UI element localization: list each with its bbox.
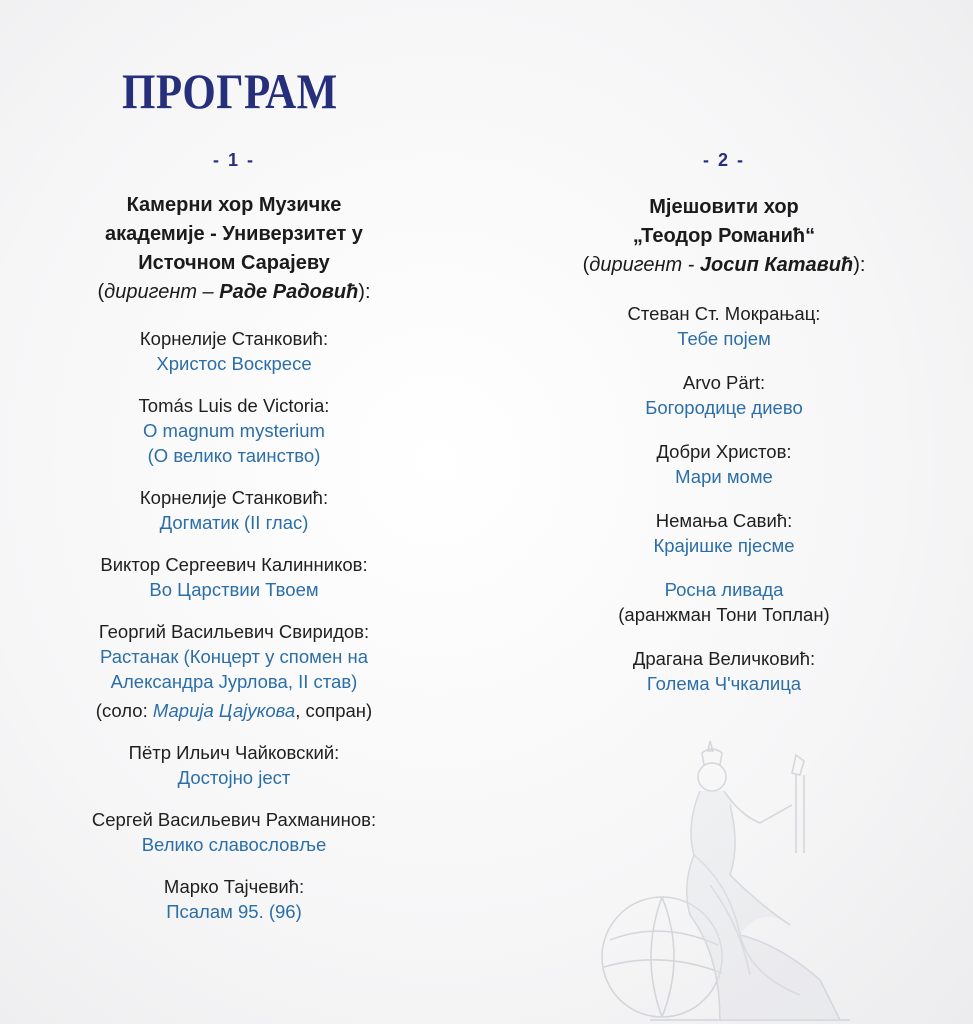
composer: Марко Тајчевић: [163,876,305,897]
page-title: ПРОГРАМ [122,63,338,119]
composer: Сергей Васильевич Рахманинов: [91,809,377,830]
piece [34,326,434,376]
piece [524,646,924,696]
part-number: - 2 - [702,150,745,170]
work-title: Тебе појем [677,328,771,349]
arrangement-note: (аранжман Тони Топлан) [618,604,830,625]
composer: Корнелије Станковић: [139,487,329,508]
composer: Немања Савић: [655,510,793,531]
piece [34,619,434,723]
work-title: O magnum mysterium [143,420,325,441]
composer: Драгана Величковић: [632,648,816,669]
composer: Пётр Ильич Чайковский: [128,742,340,763]
program-part-1 [34,150,434,941]
conductor-name: Јосип Катавић [699,254,854,276]
soloist-name: Марија Цајукова [152,700,296,721]
piece [34,485,434,535]
choir-name-line: Камерни хор Музичке [126,194,342,216]
composer: Виктор Сергеевич Калинников: [100,554,368,575]
work-title: Богородице диево [645,397,803,418]
work-title: Мари моме [675,466,773,487]
piece [524,577,924,627]
work-title: Александра Јурлова, II став) [110,671,358,692]
piece-list [34,326,434,924]
work-title: Росна ливада [664,579,784,600]
program-part-2 [524,150,924,713]
piece [524,370,924,420]
choir-name [34,191,434,278]
choir-name-line: Мјешовити хор [649,196,799,218]
part-number: - 1 - [212,150,255,170]
composer: Arvo Pärt: [682,372,766,393]
work-title: Велико славословље [141,834,327,855]
choir-name-line: Источном Сарајеву [138,252,330,274]
composer: Георгий Васильевич Свиридов: [98,621,370,642]
piece [34,740,434,790]
piece-list [524,301,924,696]
composer: Стеван Ст. Мокрањац: [627,303,821,324]
piece [34,393,434,468]
piece [524,508,924,558]
work-title: Псалам 95. (96) [166,901,302,922]
piece [524,439,924,489]
statue-watermark [590,735,860,1024]
piece [34,552,434,602]
conductor-line: (диригент – Раде Радовић): [97,281,371,303]
conductor-line: (диригент - Јосип Катавић): [582,254,866,276]
work-title: Христос Воскресе [156,353,312,374]
piece [524,301,924,351]
piece [34,807,434,857]
soloist-note: (соло: Марија Цајукова, сопран) [95,700,373,721]
conductor-name: Раде Радовић [219,281,359,303]
composer: Корнелије Станковић: [139,328,329,349]
choir-name [524,193,924,251]
work-title: Голема Ч'чкалица [646,673,802,694]
piece [34,874,434,924]
work-title: Достојно јест [177,767,291,788]
work-title: Растанак (Концерт у спомен на [100,646,368,667]
choir-name-line: академије - Универзитет у [105,223,363,245]
work-title: Во Царствии Твоем [149,579,319,600]
work-title: (О велико таинство) [147,445,321,466]
composer: Tomás Luis de Victoria: [138,395,330,416]
choir-name-line: „Теодор Романић“ [632,225,816,247]
composer: Добри Христов: [656,441,792,462]
work-title: Догматик (II глас) [159,512,309,533]
work-title: Крајишке пјесме [653,535,795,556]
